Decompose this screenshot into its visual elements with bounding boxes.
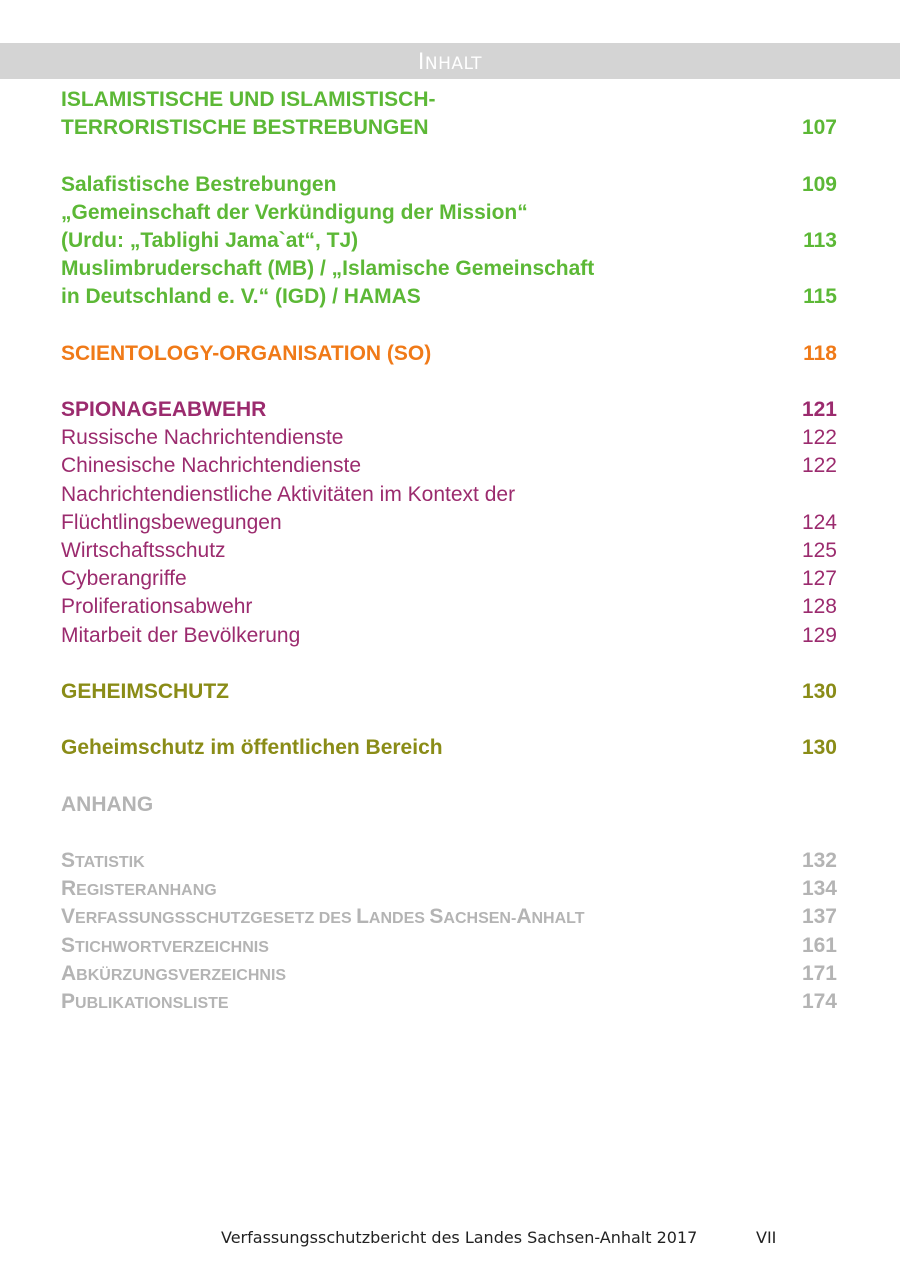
- toc-heading-appendix[interactable]: [61, 791, 837, 819]
- toc-heading-scientology[interactable]: [61, 340, 837, 368]
- toc-entry-continued[interactable]: [61, 509, 837, 537]
- toc-page-number: 132: [801, 849, 837, 873]
- toc-page-number: 118: [803, 341, 837, 365]
- toc-entry-label: Nachrichtendienstliche Aktivitäten im Kontext der: [61, 482, 516, 506]
- footer-title: Verfassungsschutzbericht des Landes Sachsen-Anhalt 2017: [221, 1228, 698, 1247]
- toc-entry-label: REGISTERANHANG: [61, 877, 217, 901]
- toc-page-number: 115: [803, 285, 837, 309]
- toc-entry-label: in Deutschland e. V.“ (IGD) / HAMAS: [61, 285, 421, 309]
- toc-entry[interactable]: [61, 452, 837, 480]
- page-footer: [0, 1228, 900, 1254]
- toc-heading-islamism-line2[interactable]: [61, 114, 837, 142]
- toc-entry[interactable]: [61, 903, 837, 931]
- toc-entry-continued[interactable]: [61, 227, 837, 255]
- toc-page-number: 125: [801, 539, 837, 562]
- header-title-initial: I: [417, 50, 425, 75]
- toc-page-number: 129: [801, 623, 837, 647]
- toc-entry-continued[interactable]: [61, 283, 837, 311]
- toc-heading-espionage[interactable]: [61, 396, 837, 424]
- toc-entry-label: Flüchtlingsbewegungen: [61, 510, 282, 534]
- toc-entry[interactable]: [61, 424, 837, 452]
- toc-page-number: 109: [801, 172, 837, 196]
- toc-entry[interactable]: [61, 960, 837, 988]
- toc-heading-label: ISLAMISTISCHE UND ISLAMISTISCH-: [61, 88, 436, 111]
- toc-entry-label: Mitarbeit der Bevölkerung: [61, 623, 301, 647]
- toc-entry-label: STATISTIK: [61, 849, 145, 873]
- toc-page-number: 161: [801, 933, 837, 957]
- toc-page-number: 130: [801, 679, 837, 703]
- footer-page-number: VII: [756, 1228, 777, 1247]
- toc-heading-label: SCIENTOLOGY-ORGANISATION (SO): [61, 341, 432, 365]
- toc-heading-islamism[interactable]: [61, 86, 837, 114]
- toc-page-number: 122: [801, 454, 837, 478]
- toc-entry[interactable]: [61, 593, 837, 621]
- toc-entry[interactable]: [61, 171, 837, 199]
- toc-entry-label: Proliferationsabwehr: [61, 595, 253, 619]
- toc-entry[interactable]: [61, 847, 837, 875]
- toc-page-number: 124: [801, 510, 837, 534]
- toc-page-number: 121: [801, 398, 837, 422]
- toc-heading-label: SPIONAGEABWEHR: [61, 398, 267, 422]
- toc-heading-label: TERRORISTISCHE BESTREBUNGEN: [61, 116, 429, 140]
- toc-entry[interactable]: [61, 537, 837, 565]
- table-of-contents: [61, 86, 837, 1016]
- toc-entry-label: Geheimschutz im öffentlichen Bereich: [61, 736, 443, 760]
- header-title-rest: NHALT: [424, 54, 483, 74]
- toc-page-number: 127: [801, 567, 837, 591]
- page-header: [0, 43, 900, 79]
- toc-entry-label: PUBLIKATIONSLISTE: [61, 990, 229, 1013]
- toc-page-number: 130: [801, 736, 837, 760]
- toc-entry-label: „Gemeinschaft der Verkündigung der Mission“: [61, 200, 528, 224]
- toc-page-number: 113: [803, 228, 837, 252]
- toc-page-number: 134: [801, 877, 837, 901]
- toc-page-number: 107: [801, 116, 837, 140]
- toc-page-number: 128: [801, 595, 837, 619]
- toc-entry[interactable]: [61, 255, 837, 283]
- toc-entry[interactable]: [61, 565, 837, 593]
- toc-entry-label: Wirtschaftsschutz: [61, 539, 226, 562]
- toc-entry-label: Salafistische Bestrebungen: [61, 172, 337, 196]
- toc-entry[interactable]: [61, 932, 837, 960]
- toc-page-number: 122: [801, 426, 837, 450]
- toc-heading-label: GEHEIMSCHUTZ: [61, 679, 229, 703]
- toc-entry-label: Chinesische Nachrichtendienste: [61, 454, 361, 478]
- toc-entry-label: STICHWORTVERZEICHNIS: [61, 933, 269, 957]
- toc-entry-label: Russische Nachrichtendienste: [61, 426, 344, 450]
- toc-entry[interactable]: [61, 988, 837, 1016]
- toc-entry[interactable]: [61, 199, 837, 227]
- toc-heading-label: ANHANG: [61, 792, 154, 816]
- toc-entry-label: (Urdu: „Tablighi Jama`at“, TJ): [61, 228, 359, 252]
- toc-page-number: 171: [801, 961, 837, 985]
- toc-page-number: 137: [801, 905, 837, 929]
- toc-entry[interactable]: [61, 875, 837, 903]
- toc-heading-secrecy[interactable]: [61, 678, 837, 706]
- toc-entry[interactable]: [61, 622, 837, 650]
- toc-page-number: 174: [801, 990, 837, 1013]
- toc-entry-label: ABKÜRZUNGSVERZEICHNIS: [61, 961, 287, 985]
- toc-entry[interactable]: [61, 481, 837, 509]
- toc-entry-label: Muslimbruderschaft (MB) / „Islamische Gemeinschaft: [61, 257, 595, 281]
- toc-entry-label: VERFASSUNGSSCHUTZGESETZ DES LANDES SACHSEN-ANHALT: [61, 905, 585, 929]
- toc-entry[interactable]: [61, 734, 837, 762]
- toc-entry-label: Cyberangriffe: [61, 567, 187, 591]
